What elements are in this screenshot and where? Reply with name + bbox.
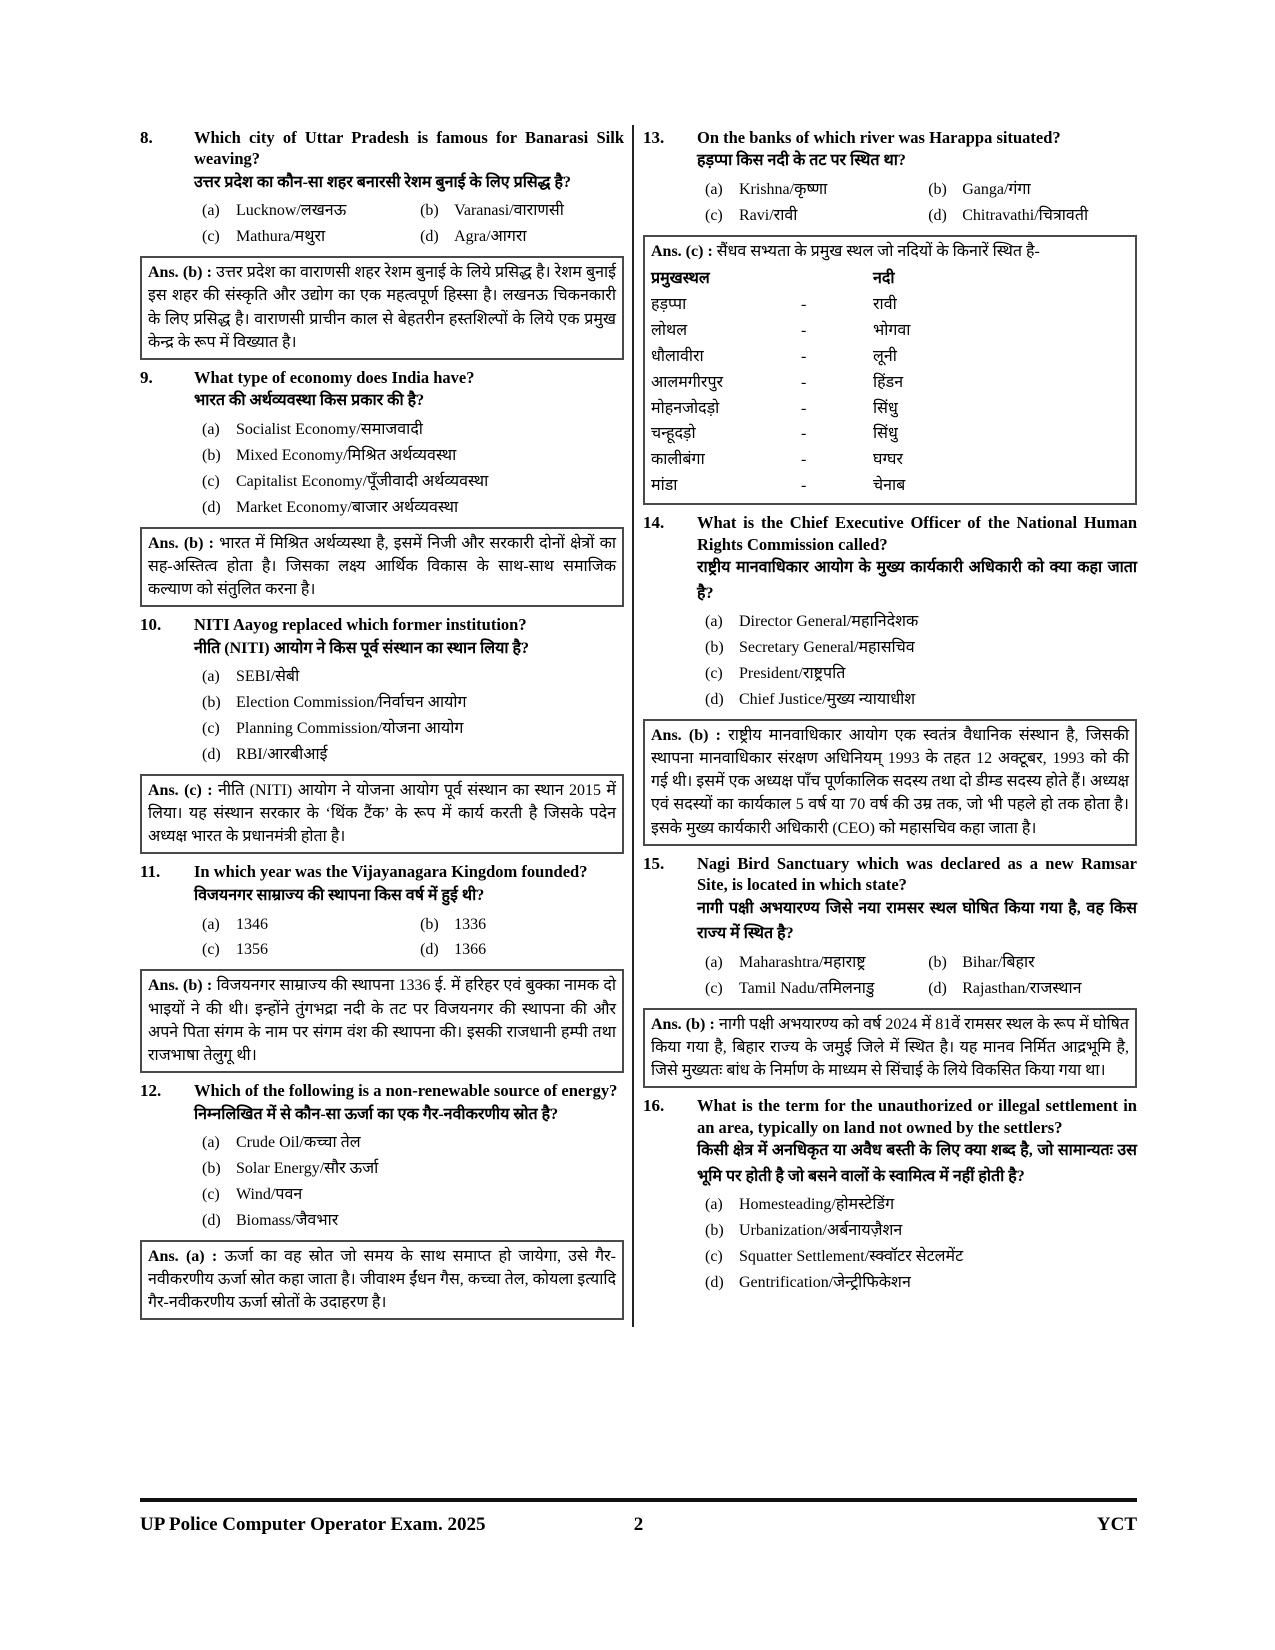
answer-box-q11 (140, 969, 624, 1073)
option-c (705, 976, 924, 1002)
option-d (202, 495, 624, 521)
option-label: (d) (705, 1274, 724, 1292)
option-text: Solar Energy/सौर ऊर्जा (236, 1160, 379, 1177)
dash: - (801, 477, 807, 495)
option-label: (c) (705, 206, 723, 224)
place: लोथल (651, 321, 688, 339)
question-body (697, 512, 1137, 716)
option-label: (b) (420, 202, 439, 220)
dash: - (801, 373, 807, 391)
option-text: Ravi/रावी (739, 206, 798, 224)
answer-text: उत्तर प्रदेश का वाराणसी शहर रेशम बुनाई के लिये प्रसिद्ध है। रेशम बुनाई इस शहर की संस्कृति और उद्योग का एक महत्वपूर्ण हिस्सा है। लखनऊ चिकनकारी के लिए प्रसिद्ध है। वाराणसी प्राचीन काल से बेहतरीन हस्तशिल्पों के लिये एक प्रमुख केन्द्र के रूप में विख्यात है। (148, 264, 617, 351)
question-number: 11. (140, 862, 161, 882)
question-body (697, 853, 1137, 1005)
answer-box-q15 (643, 1008, 1137, 1089)
option-a (202, 417, 624, 443)
answer-text: नागी पक्षी अभयारण्य को वर्ष 2024 में 81वें रामसर स्थल के रूप में घोषित किया गया है, बिहार राज्य के जमुई जिले में स्थित है। यह मानव निर्मित आद्रभूमि है, जिसे मुख्यतः बांध के निर्माण के माध्यम से सिंचाई के लिये विकसित किया गया था। (651, 1015, 1130, 1080)
option-label: (d) (928, 979, 947, 997)
option-text: Bihar/बिहार (962, 953, 1035, 971)
option-label: (a) (202, 915, 220, 933)
option-text: Market Economy/बाजार अर्थव्यवस्था (236, 498, 459, 516)
footer-exam-title: UP Police Computer Operator Exam. 2025 (140, 1514, 486, 1535)
option-a (705, 1192, 1137, 1218)
option-label: (c) (705, 1248, 723, 1266)
question-text-hi: विजयनगर साम्राज्य की स्थापना किस वर्ष में हुई थी? (194, 886, 485, 904)
right-column (632, 125, 1137, 1327)
question-text-hi: उत्तर प्रदेश का कौन-सा शहर बनारसी रेशम बुनाई के लिए प्रसिद्ध है? (194, 173, 571, 191)
option-label: (c) (202, 472, 220, 490)
answer-box-q8 (140, 256, 624, 360)
option-label: (b) (928, 181, 947, 199)
option-label: (a) (705, 613, 723, 631)
option-a (202, 1130, 624, 1156)
question-body (194, 614, 624, 771)
answer-intro: सैंधव सभ्यता के प्रमुख स्थल जो नदियों के किनारें स्थित है- (716, 242, 1040, 260)
river: भोगवा (873, 321, 911, 339)
option-label: (d) (928, 206, 947, 224)
river: चेनाब (873, 477, 906, 495)
option-text: 1346 (236, 915, 268, 933)
question-number: 14. (643, 513, 665, 533)
header-river: नदी (873, 270, 895, 288)
option-d (420, 937, 624, 963)
question-number: 8. (140, 128, 153, 147)
option-label: (c) (202, 720, 220, 738)
answer-box-q14 (643, 719, 1137, 846)
table-row (651, 318, 1129, 344)
option-text: RBI/आरबीआई (236, 746, 328, 763)
question-text-hi: भारत की अर्थव्यवस्था किस प्रकार की है? (194, 392, 425, 410)
option-text: Homesteading/होमस्टेडिंग (739, 1196, 895, 1214)
option-d (928, 203, 1137, 229)
question-text-en: What is the Chief Executive Officer of the National Human Rights Commission called? (697, 513, 1137, 554)
option-label: (d) (202, 498, 221, 516)
option-a (705, 177, 924, 203)
option-c (705, 203, 924, 229)
option-text: 1366 (454, 941, 487, 959)
option-a (202, 664, 624, 690)
answer-label: Ans. (b) : (651, 726, 722, 744)
question-text-en: In which year was the Vijayanagara Kingdom founded? (194, 862, 588, 882)
option-label: (b) (705, 639, 724, 657)
option-text: Chief Justice/मुख्य न्यायाधीश (739, 690, 916, 708)
table-header-row (651, 266, 1129, 292)
table-row (651, 396, 1129, 422)
answer-box-q12 (140, 1240, 624, 1321)
place: आलमगीरपुर (651, 373, 724, 391)
option-label: (b) (420, 915, 439, 933)
dash: - (801, 425, 807, 443)
option-label: (b) (928, 953, 947, 971)
options-list (697, 174, 1137, 232)
option-d (202, 1208, 624, 1234)
option-label: (b) (202, 1160, 221, 1177)
question-body (697, 1095, 1137, 1299)
option-label: (a) (705, 953, 723, 971)
option-label: (d) (202, 746, 221, 763)
question-10 (140, 614, 624, 771)
option-label: (d) (202, 1211, 221, 1229)
option-label: (d) (420, 941, 439, 959)
header-place: प्रमुखस्थल (651, 270, 710, 288)
option-c (202, 716, 624, 742)
option-text: Planning Commission/योजना आयोग (236, 720, 464, 738)
question-8 (140, 127, 624, 253)
option-text: Agra/आगरा (454, 228, 527, 246)
option-d (705, 687, 1137, 713)
option-b (420, 198, 624, 224)
footer-publisher: YCT (1096, 1514, 1137, 1535)
question-number: 13. (643, 128, 665, 147)
table-row (651, 344, 1129, 370)
option-b (705, 635, 1137, 661)
option-d (928, 976, 1137, 1002)
question-text-en: What is the term for the unauthorized or illegal settlement in an area, typically on land not owned by the settlers? (697, 1096, 1137, 1137)
question-number: 9. (140, 368, 153, 388)
river: लूनी (873, 347, 897, 365)
option-label: (a) (705, 181, 723, 199)
option-a (202, 198, 416, 224)
river: घग्घर (873, 451, 903, 469)
question-15 (643, 853, 1137, 1005)
option-label: (c) (202, 941, 220, 959)
answer-text: राष्ट्रीय मानवाधिकार आयोग एक स्वतंत्र वैधानिक संस्थान है, जिसकी स्थापना मानवाधिकार संरक्षण अधिनियम् 1993 के तहत 12 अक्टूबर, 1993 को की गई थी। इसमें एक अध्यक्ष पाँच पूर्णकालिक सदस्य तथा दो डीम्ड सदस्य होते हैं। अध्यक्ष एवं सदस्यों का कार्यकाल 5 वर्ष या 70 वर्ष की उम्र तक, जो भी पहले हो तक होता है। इसके मुख्य कार्यकारी अधिकारी (CEO) को महासचिव कहा जाता है। (651, 726, 1130, 837)
option-label: (a) (202, 202, 220, 220)
header-spacer (801, 266, 873, 292)
place: धौलावीरा (651, 347, 704, 365)
answer-label: Ans. (b) : (148, 264, 212, 282)
option-label: (c) (705, 979, 723, 997)
option-text: 1356 (236, 941, 268, 959)
question-number: 16. (643, 1096, 665, 1116)
question-body (697, 127, 1137, 232)
table-row (651, 421, 1129, 447)
option-text: Lucknow/लखनऊ (236, 202, 347, 220)
options-list (697, 1189, 1137, 1299)
option-label: (b) (202, 694, 221, 712)
answer-label: Ans. (b) : (148, 977, 213, 995)
option-c (202, 469, 624, 495)
question-text-hi: हड़प्पा किस नदी के तट पर स्थित था? (697, 152, 906, 170)
answer-label: Ans. (c) : (148, 781, 213, 799)
answer-text: भारत में मिश्रित अर्थव्यस्था है, इसमें निजी और सरकारी दोनों क्षेत्रों का सह-अस्तित्व होता है। जिसका लक्ष्य आर्थिक विकास के साथ-साथ समाजिक कल्याण को संतुलित करना है। (148, 534, 617, 599)
option-a (705, 609, 1137, 635)
option-text: Ganga/गंगा (962, 181, 1031, 199)
page-footer (140, 1498, 1137, 1536)
question-text-hi: किसी क्षेत्र में अनधिकृत या अवैध बस्ती के लिए क्या शब्द है, जो सामान्यतः उस भूमि पर होती है जो बसने वालों के स्वामित्व में नहीं होती है? (697, 1142, 1137, 1185)
question-text-en: Which of the following is a non-renewable source of energy? (194, 1081, 618, 1101)
option-a (202, 912, 416, 938)
option-text: Wind/पवन (236, 1185, 303, 1203)
question-text-en: What type of economy does India have? (194, 368, 475, 388)
option-b (202, 1156, 624, 1182)
place: हड़प्पा (651, 295, 687, 313)
dash: - (801, 451, 807, 469)
option-text: Maharashtra/महाराष्ट्र (739, 953, 866, 971)
question-14 (643, 512, 1137, 716)
option-text: Squatter Settlement/स्क्वॉटर सेटलमेंट (739, 1248, 964, 1266)
option-text: Mathura/मथुरा (236, 228, 326, 246)
option-label: (a) (202, 668, 220, 686)
question-text-en: On the banks of which river was Harappa situated? (697, 128, 1061, 147)
answer-label: Ans. (a) : (148, 1247, 218, 1265)
footer-page-number: 2 (633, 1514, 644, 1535)
option-b (928, 177, 1137, 203)
option-d (705, 1270, 1137, 1296)
option-text: Secretary General/महासचिव (739, 639, 915, 657)
option-text: Director General/महानिदेशक (739, 613, 919, 631)
option-b (202, 443, 624, 469)
option-a (705, 950, 924, 976)
option-label: (d) (705, 690, 724, 708)
river: सिंधु (873, 425, 898, 443)
option-text: Crude Oil/कच्चा तेल (236, 1134, 361, 1152)
dash: - (801, 295, 807, 313)
answer-label: Ans. (b) : (651, 1015, 715, 1033)
option-b (202, 690, 624, 716)
option-text: Election Commission/निर्वाचन आयोग (236, 694, 467, 712)
question-number: 12. (140, 1081, 162, 1101)
question-13 (643, 127, 1137, 232)
question-text-hi: राष्ट्रीय मानवाधिकार आयोग के मुख्य कार्यकारी अधिकारी को क्या कहा जाता है? (697, 559, 1137, 602)
question-text-hi: नीति (NITI) आयोग ने किस पूर्व संस्थान का स्थान लिया है? (194, 639, 529, 657)
option-label: (b) (705, 1222, 724, 1240)
option-label: (a) (202, 1134, 220, 1152)
question-body (194, 127, 624, 253)
dash: - (801, 399, 807, 417)
options-list (194, 909, 624, 967)
table-row (651, 447, 1129, 473)
option-text: SEBI/सेबी (236, 668, 300, 686)
question-11 (140, 861, 624, 966)
option-label: (c) (202, 1185, 220, 1203)
option-label: (a) (705, 1196, 723, 1214)
options-list (697, 606, 1137, 716)
question-text-hi: नागी पक्षी अभयारण्य जिसे नया रामसर स्थल घोषित किया गया है, वह किस राज्य में स्थित है? (697, 899, 1137, 943)
question-body (194, 861, 624, 966)
place: मांडा (651, 477, 678, 495)
table-row (651, 473, 1129, 499)
option-c (202, 1182, 624, 1208)
option-text: Urbanization/अर्बनायज़ैशन (739, 1222, 903, 1240)
option-b (705, 1218, 1137, 1244)
answer-box-q13 (643, 235, 1137, 505)
answer-text: विजयनगर साम्राज्य की स्थापना 1336 ई. में हरिहर एवं बुक्का नामक दो भाइयों ने की थी। इन्होंने तुंगभद्रा नदी के तट पर विजयनगर की स्थापना की और अपने पिता संगम के नाम पर संगम वंश की स्थापना की। इसकी राजधानी हम्पी तथा राजभाषा तेलुगू थी। (148, 977, 617, 1064)
option-text: Mixed Economy/मिश्रित अर्थव्यवस्था (236, 446, 457, 464)
option-text: Socialist Economy/समाजवादी (236, 421, 423, 439)
two-column-layout (140, 125, 1137, 1327)
option-label: (a) (202, 421, 220, 439)
option-b (928, 950, 1137, 976)
question-text-en: Which city of Uttar Pradesh is famous for Banarasi Silk weaving? (194, 128, 624, 169)
answer-text: नीति (NITI) आयोग ने योजना आयोग पूर्व संस्थान का स्थान 2015 में लिया। यह संस्थान सरकार के ‘थिंक टैंक’ के रूप में कार्य करती है जिसके पदेन अध्यक्ष भारत के प्रधानमंत्री होता है। (148, 781, 616, 846)
option-d (420, 224, 624, 250)
option-c (705, 1244, 1137, 1270)
table-row (651, 292, 1129, 318)
option-text: Rajasthan/राजस्थान (962, 979, 1082, 997)
answer-label: Ans. (c) : (651, 242, 713, 260)
place: कालीबंगा (651, 451, 705, 469)
option-c (202, 224, 416, 250)
question-body (194, 1080, 624, 1237)
option-text: Tamil Nadu/तमिलनाडु (739, 979, 875, 997)
question-text-en: NITI Aayog replaced which former institution? (194, 615, 527, 635)
river: हिंडन (873, 373, 904, 391)
option-text: Gentrification/जेन्ट्रीफिकेशन (739, 1274, 911, 1292)
option-text: Chitravathi/चित्रावती (962, 206, 1089, 224)
question-9 (140, 367, 624, 524)
footer-text-row (140, 1502, 1137, 1536)
table-row (651, 370, 1129, 396)
option-c (705, 661, 1137, 687)
options-list (194, 661, 624, 771)
river: रावी (873, 295, 897, 313)
question-text-en: Nagi Bird Sanctuary which was declared as a new Ramsar Site, is located in which state? (697, 853, 1137, 895)
question-12 (140, 1080, 624, 1237)
question-body (194, 367, 624, 524)
option-label: (b) (202, 446, 221, 464)
option-text: Krishna/कृष्णा (739, 181, 828, 199)
option-text: Biomass/जैवभार (236, 1211, 339, 1229)
question-number: 10. (140, 615, 162, 635)
river-site-table (651, 266, 1129, 499)
question-text-hi: निम्नलिखित में से कौन-सा ऊर्जा का एक गैर-नवीकरणीय स्रोत है? (194, 1105, 559, 1123)
option-text: Capitalist Economy/पूँजीवादी अर्थव्यवस्था (236, 472, 489, 490)
option-text: Varanasi/वाराणसी (454, 202, 564, 220)
left-column (140, 125, 632, 1327)
options-list (194, 414, 624, 524)
answer-text: ऊर्जा का वह स्रोत जो समय के साथ समाप्त हो जायेगा, उसे गैर- नवीकरणीय ऊर्जा स्रोत कहा जाता है। जीवाश्म ईंधन गैस, कच्चा तेल, कोयला इत्यादि गैर-नवीकरणीय ऊर्जा स्रोतों के उदाहरण है। (148, 1247, 617, 1312)
option-label: (c) (705, 665, 723, 683)
dash: - (801, 321, 807, 339)
question-16 (643, 1095, 1137, 1299)
option-d (202, 742, 624, 768)
river: सिंधु (873, 399, 898, 417)
dash: - (801, 347, 807, 365)
question-number: 15. (643, 853, 665, 873)
option-label: (d) (420, 228, 439, 246)
option-text: 1336 (454, 915, 487, 933)
place: मोहनजोदड़ो (651, 399, 720, 417)
answer-label: Ans. (b) : (148, 534, 214, 552)
option-text: President/राष्ट्रपति (739, 665, 846, 683)
place: चन्हूदड़ो (651, 425, 696, 443)
options-list (697, 947, 1137, 1005)
answer-box-q9 (140, 527, 624, 608)
option-b (420, 912, 624, 938)
options-list (194, 195, 624, 253)
option-c (202, 937, 416, 963)
options-list (194, 1127, 624, 1237)
option-label: (c) (202, 228, 220, 246)
answer-box-q10 (140, 774, 624, 855)
